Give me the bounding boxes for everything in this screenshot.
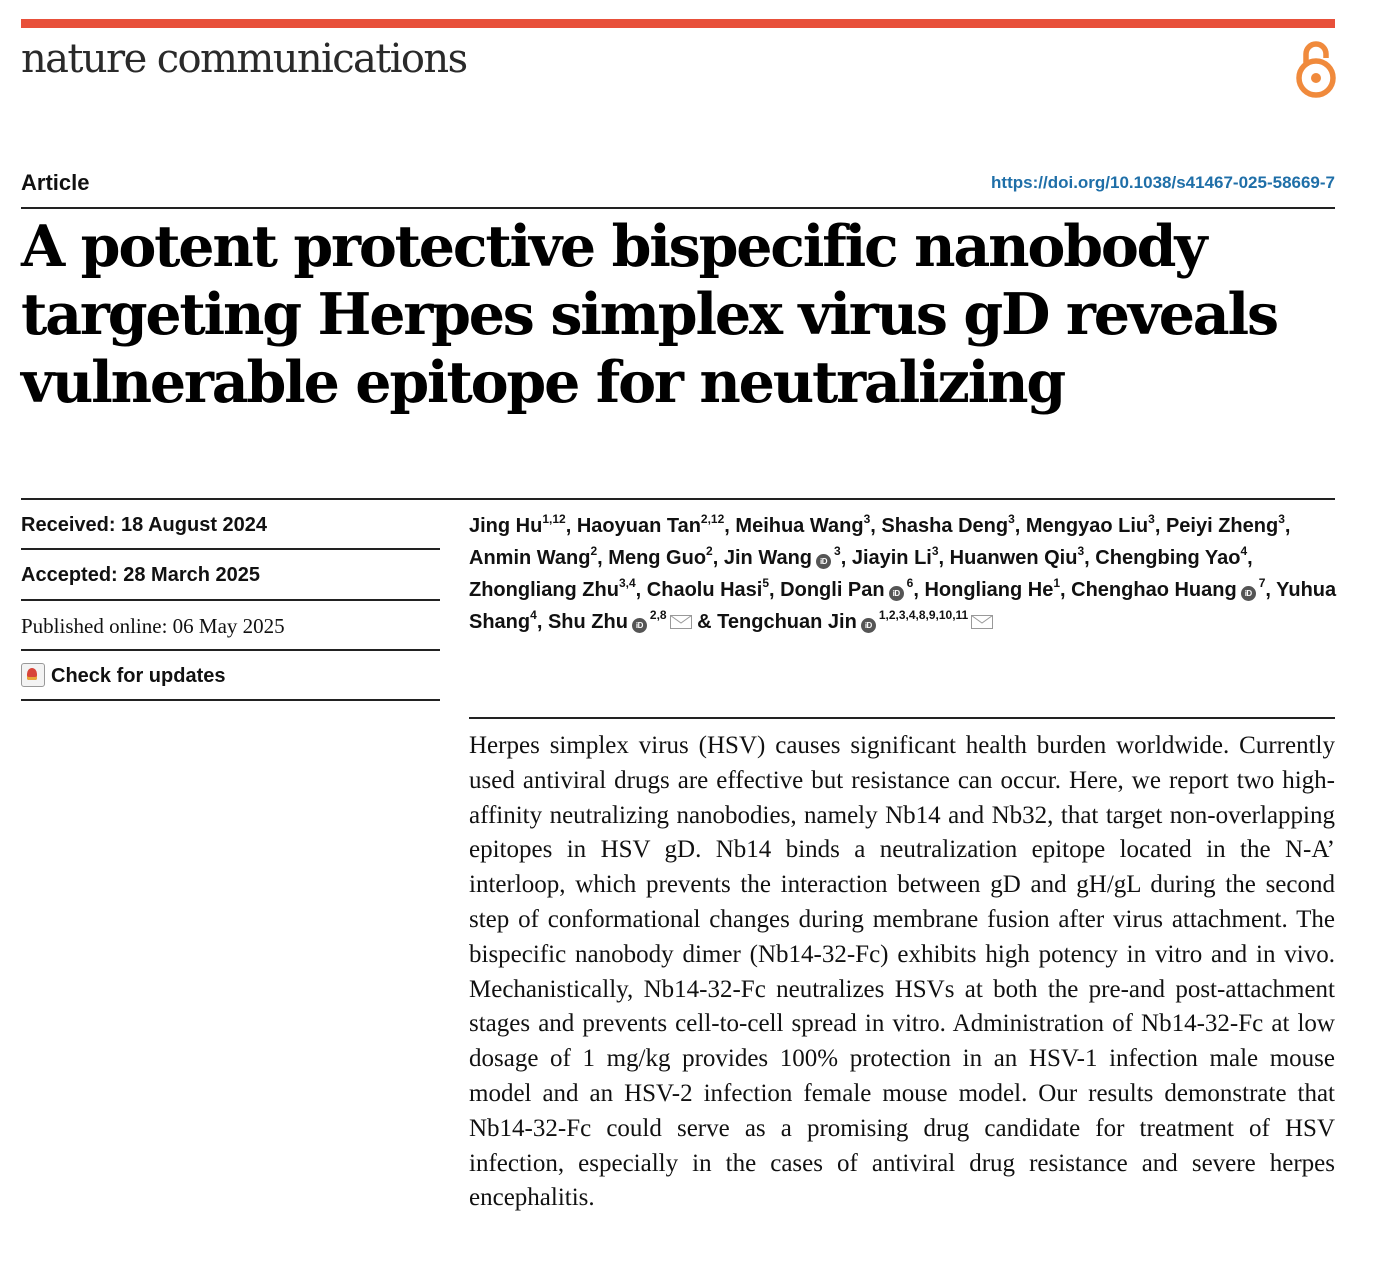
received-date: Received: 18 August 2024: [21, 514, 268, 536]
author-affiliation: 3: [1077, 544, 1085, 558]
author-name[interactable]: [1095, 544, 1248, 569]
author-affiliation: 3: [1008, 512, 1015, 526]
author-name-text: Meng Guo: [608, 547, 707, 569]
journal-name[interactable]: nature communications: [21, 36, 467, 82]
check-for-updates-button[interactable]: [21, 663, 225, 688]
author-name[interactable]: [1025, 512, 1155, 537]
author-name-text: Jiayin Li: [851, 547, 932, 569]
author-name[interactable]: [1165, 512, 1285, 537]
author-name[interactable]: [924, 576, 1061, 601]
author-affiliation: 3,4: [618, 576, 636, 590]
author-separator: ,: [913, 579, 925, 601]
orcid-icon[interactable]: iD: [1241, 586, 1256, 601]
email-icon[interactable]: [971, 607, 993, 621]
author-name-text: Anmin Wang: [469, 547, 591, 569]
author-separator: ,: [565, 515, 577, 537]
author-separator: ,: [635, 579, 647, 601]
header-accent-bar: [21, 19, 1335, 28]
author-separator: ,: [769, 579, 781, 601]
author-affiliation: 4: [530, 608, 537, 622]
author-affiliation: 2,8: [649, 608, 667, 622]
author-affiliation: 5: [762, 576, 770, 590]
author-name[interactable]: [717, 608, 993, 633]
author-name-text: Yuhua Shang: [469, 579, 1337, 633]
author-affiliation: 4: [1240, 544, 1248, 558]
author-name-text: Chengbing Yao: [1095, 547, 1241, 569]
author-name-text: Zhongliang Zhu: [469, 579, 619, 601]
author-name[interactable]: [608, 544, 713, 569]
author-list: [469, 510, 1349, 638]
orcid-icon[interactable]: iD: [861, 618, 876, 633]
author-separator: ,: [1060, 579, 1072, 601]
author-separator: ,: [1084, 547, 1096, 569]
orcid-icon[interactable]: iD: [632, 618, 647, 633]
author-name-text: Dongli Pan: [780, 579, 885, 601]
author-affiliation: 3: [931, 544, 939, 558]
orcid-icon[interactable]: iD: [816, 554, 831, 569]
author-name-text: Mengyao Liu: [1025, 515, 1149, 537]
author-name-text: Shasha Deng: [881, 515, 1009, 537]
author-name[interactable]: [469, 512, 566, 537]
meta-divider: [21, 599, 440, 601]
author-name[interactable]: [576, 512, 725, 537]
author-separator: ,: [1014, 515, 1026, 537]
author-affiliation: 2: [706, 544, 713, 558]
author-name-text: Hongliang He: [924, 579, 1054, 601]
meta-divider: [21, 548, 440, 550]
author-affiliation: 3: [863, 512, 871, 526]
article-title: A potent protective bispecific nanobody targeting Herpes simplex virus gD reveals vulnerable epitope for neutralizing: [21, 213, 1277, 416]
author-name-text: Peiyi Zheng: [1165, 515, 1279, 537]
open-access-lock-icon: [1292, 36, 1340, 100]
author-name[interactable]: [949, 544, 1085, 569]
author-name[interactable]: [469, 576, 636, 601]
author-separator: ,: [712, 547, 724, 569]
author-separator: ,: [1154, 515, 1166, 537]
author-name-text: Jing Hu: [469, 515, 543, 537]
author-name[interactable]: [780, 576, 914, 601]
author-name-text: Chaolu Hasi: [646, 579, 763, 601]
doi-link[interactable]: https://doi.org/10.1038/s41467-025-58669-7: [991, 173, 1335, 192]
author-name[interactable]: [851, 544, 939, 569]
meta-divider: [21, 649, 440, 651]
author-affiliation: 3: [1148, 512, 1155, 526]
author-name[interactable]: [469, 544, 598, 569]
author-affiliation: 1,12: [542, 512, 566, 526]
author-name-text: Jin Wang: [723, 547, 813, 569]
author-name-text: Meihua Wang: [735, 515, 864, 537]
author-affiliation: 1,2,3,4,8,9,10,11: [878, 608, 969, 622]
author-affiliation: 6: [906, 576, 914, 590]
author-name[interactable]: [735, 512, 871, 537]
author-separator: ,: [597, 547, 609, 569]
author-separator: ,: [1247, 547, 1253, 569]
author-name[interactable]: [1071, 576, 1266, 601]
author-affiliation: 2,12: [700, 512, 725, 526]
author-separator: ,: [938, 547, 950, 569]
author-separator: ,: [1265, 579, 1277, 601]
accepted-date: Accepted: 28 March 2025: [21, 564, 261, 586]
meta-top-rule: [21, 498, 1335, 500]
meta-divider: [21, 699, 440, 701]
author-name-text: Shu Zhu: [547, 611, 628, 633]
abstract-top-rule: [469, 717, 1335, 719]
article-type-label: Article: [21, 170, 90, 195]
author-name-text: Huanwen Qiu: [949, 547, 1078, 569]
author-name-text: Haoyuan Tan: [576, 515, 701, 537]
author-name[interactable]: [881, 512, 1015, 537]
author-name[interactable]: [723, 544, 841, 569]
author-separator: ,: [724, 515, 736, 537]
author-name-text: Tengchuan Jin: [717, 611, 857, 633]
author-name-text: Chenghao Huang: [1071, 579, 1237, 601]
abstract-text: Herpes simplex virus (HSV) causes significant health burden worldwide. Currently used antiviral drugs are effective but resistance can occur. Here, we report two high-affinity neutralizing nanobodies, namely Nb14 and Nb32, that target non-overlapping epitopes in HSV gD. Nb14 binds a neutralization epitope located in the N-A’ interloop, which prevents the interaction between gD and gH/gL during the second step of conformational changes during membrane fusion after virus attachment. The bispecific nanobody dimer (Nb14-32-Fc) exhibits high potency in vitro and in vivo. Mechanistically, Nb14-32-Fc neutralizes HSVs at both the pre-and post-attachment stages and prevents cell-to-cell spread in vitro. Administration of Nb14-32-Fc at low dosage of 1 mg/kg provides 100% protection in an HSV-1 infection male mouse model and an HSV-2 infection female mouse model. Our results demonstrate that Nb14-32-Fc could serve as a promising drug candidate for treatment of HSV infection, especially in the cases of antiviral drug resistance and severe herpes encephalitis.: [469, 732, 1335, 1212]
email-icon[interactable]: [670, 607, 692, 621]
author-separator: ,: [870, 515, 882, 537]
author-affiliation: 3: [1278, 512, 1285, 526]
published-date: Published online: 06 May 2025: [21, 614, 285, 638]
author-affiliation: 1: [1053, 576, 1061, 590]
check-updates-icon: [21, 663, 45, 687]
title-top-rule: [21, 207, 1335, 209]
author-separator: &: [691, 611, 718, 633]
author-separator: ,: [840, 547, 852, 569]
author-name[interactable]: [547, 608, 692, 633]
author-affiliation: 7: [1258, 576, 1266, 590]
author-name[interactable]: [646, 576, 770, 601]
author-affiliation: 2: [590, 544, 598, 558]
check-for-updates-label: Check for updates: [51, 665, 226, 687]
author-separator: ,: [1284, 515, 1291, 537]
author-separator: ,: [536, 611, 548, 633]
author-affiliation: 3: [834, 544, 841, 558]
orcid-icon[interactable]: iD: [889, 586, 904, 601]
